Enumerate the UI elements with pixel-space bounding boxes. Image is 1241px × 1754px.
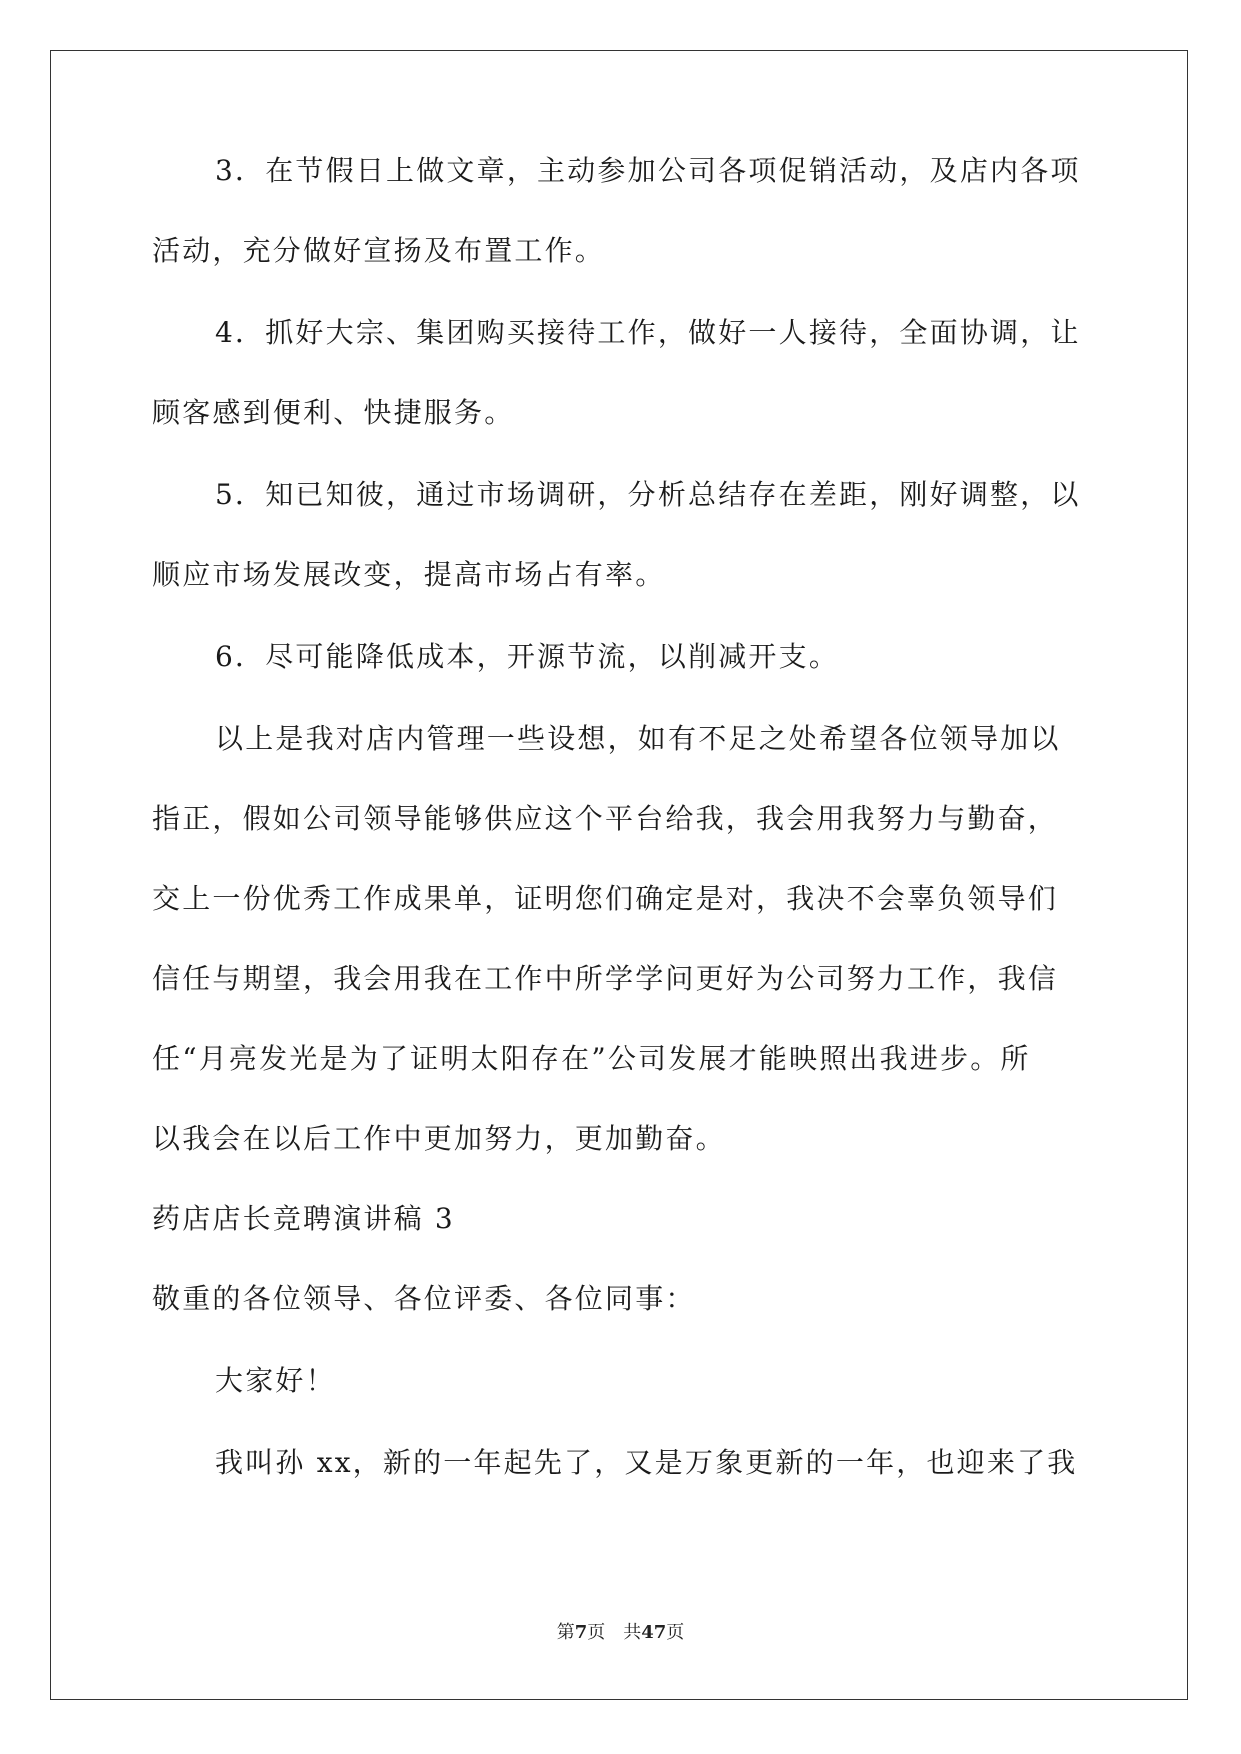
paragraph-line: 交上一份优秀工作成果单，证明您们确定是对，我决不会辜负领导们 <box>152 882 1059 915</box>
paragraph-line: 顺应市场发展改变，提高市场占有率。 <box>152 558 666 591</box>
paragraph-line: 以上是我对店内管理一些设想，如有不足之处希望各位领导加以 <box>215 722 1061 755</box>
section-title <box>152 1198 1088 1240</box>
section-title-text: 药店店长竞聘演讲稿 3 <box>152 1202 455 1235</box>
paragraph-line: 顾客感到便利、快捷服务。 <box>152 396 515 429</box>
greeting-text: 大家好！ <box>215 1364 336 1397</box>
document-body <box>152 150 1088 1484</box>
footer-total-suffix: 页 <box>666 1622 685 1643</box>
paragraph-line: 任“月亮发光是为了证明太阳存在”公司发展才能映照出我进步。所 <box>152 1042 1031 1075</box>
paragraph-line: 6．尽可能降低成本，开源节流，以削减开支。 <box>215 640 840 673</box>
page-footer <box>0 1618 1241 1644</box>
greeting <box>152 1360 1088 1402</box>
paragraph-item-5 <box>152 474 1088 596</box>
footer-page-mid: 页 <box>587 1622 606 1643</box>
salutation-text: 敬重的各位领导、各位评委、各位同事： <box>152 1282 696 1315</box>
paragraph-line: 4．抓好大宗、集团购买接待工作，做好一人接待，全面协调，让 <box>215 316 1081 349</box>
paragraph-item-6 <box>152 636 1088 678</box>
paragraph-closing <box>152 718 1088 1160</box>
paragraph-line: 我叫孙 xx，新的一年起先了，又是万象更新的一年，也迎来了我 <box>215 1446 1078 1479</box>
paragraph-line: 5．知已知彼，通过市场调研，分析总结存在差距，刚好调整，以 <box>215 478 1081 511</box>
paragraph-item-3 <box>152 150 1088 272</box>
paragraph-line: 活动，充分做好宣扬及布置工作。 <box>152 234 606 267</box>
salutation <box>152 1278 1088 1320</box>
paragraph-line: 信任与期望，我会用我在工作中所学学问更好为公司努力工作，我信 <box>152 962 1059 995</box>
footer-page-prefix: 第 <box>556 1622 575 1643</box>
footer-page-number: 7 <box>574 1622 588 1643</box>
footer-total-number: 47 <box>641 1622 667 1643</box>
footer-total-prefix: 共 <box>623 1622 642 1643</box>
paragraph-line: 3．在节假日上做文章，主动参加公司各项促销活动，及店内各项 <box>215 154 1081 187</box>
intro-paragraph <box>152 1442 1088 1484</box>
paragraph-item-4 <box>152 312 1088 434</box>
paragraph-line: 指正，假如公司领导能够供应这个平台给我，我会用我努力与勤奋， <box>152 802 1059 835</box>
paragraph-line: 以我会在以后工作中更加努力，更加勤奋。 <box>152 1122 726 1155</box>
